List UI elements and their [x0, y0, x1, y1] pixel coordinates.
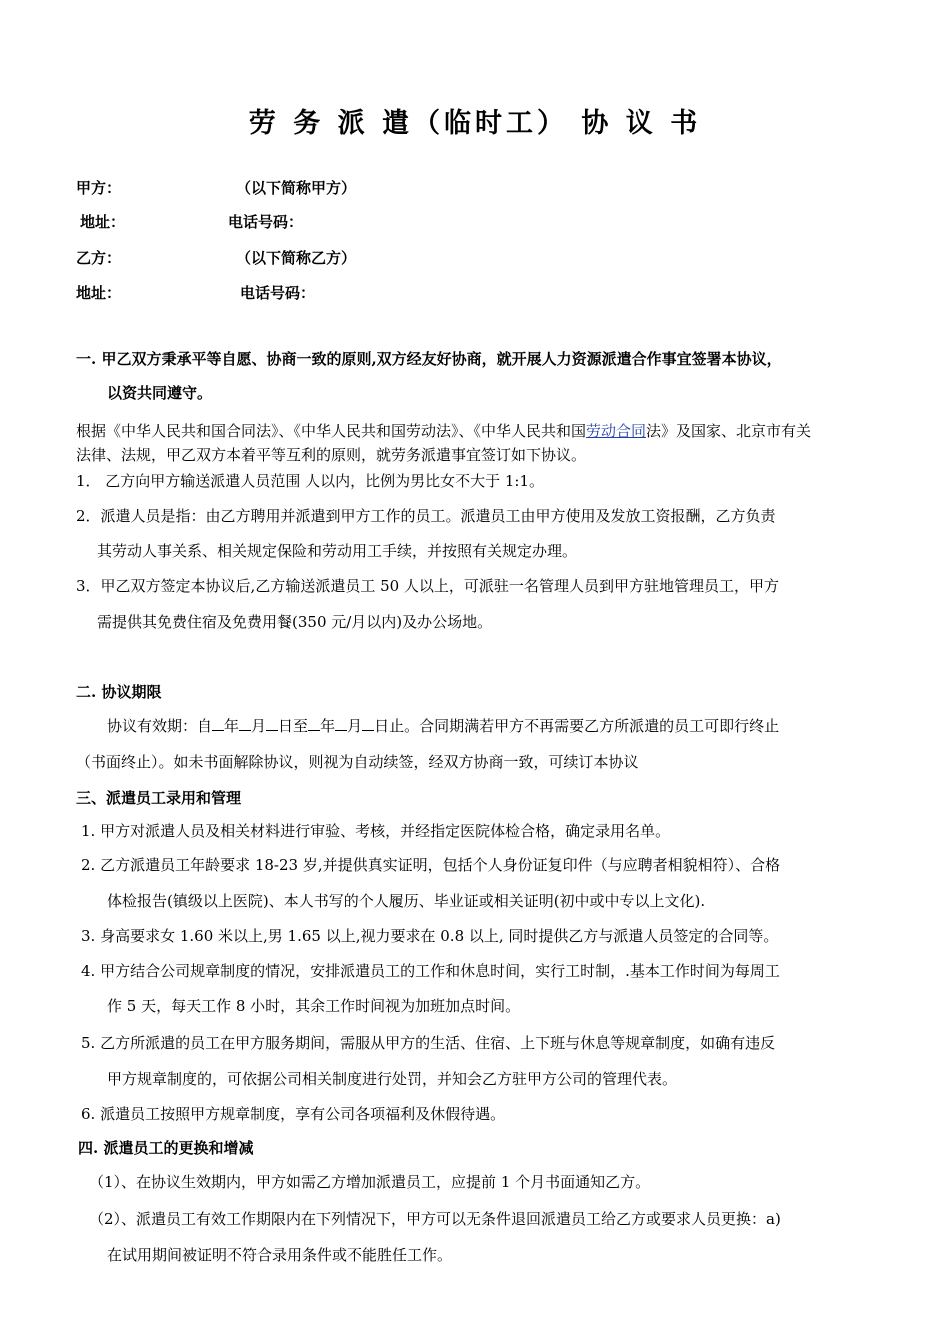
term-year-end-text: 年	[320, 717, 336, 735]
blank-year-start[interactable]	[212, 716, 224, 731]
blank-month-start[interactable]	[239, 716, 251, 731]
section3-heading: 三、派遣员工录用和管理	[76, 789, 242, 807]
phone-b-label: 电话号码：	[240, 284, 316, 302]
section4-heading: 四. 派遣员工的更换和增减	[78, 1139, 254, 1157]
section1-item2-line2: 其劳动人事关系、相关规定保险和劳动用工手续，并按照有关规定办理。	[97, 542, 578, 560]
party-b-note: （以下简称乙方）	[236, 249, 357, 267]
labor-contract-link[interactable]: 劳动合同	[586, 422, 647, 440]
phone-a-label: 电话号码：	[228, 213, 304, 231]
term-month-text: 月	[251, 717, 267, 735]
section4-item2-line2: 在试用期间被证明不符合录用条件或不能胜任工作。	[107, 1246, 453, 1264]
blank-day-end[interactable]	[362, 716, 374, 731]
term-month-end-text: 月	[347, 717, 363, 735]
section1-item2-line1: 2．派遣人员是指：由乙方聘用并派遣到甲方工作的员工。派遣员工由甲方使用及发放工资报酬，乙方负责	[76, 507, 776, 525]
blank-month-end[interactable]	[335, 716, 347, 731]
basis-text-post: 法》及国家、北京市有关	[646, 422, 812, 440]
section1-heading-line2: 以资共同遵守。	[107, 384, 213, 402]
section1-basis-line2: 法律、法规，甲乙双方本着平等互利的原则，就劳务派遣事宜签订如下协议。	[76, 446, 587, 464]
party-a-label: 甲方：	[76, 179, 122, 197]
section3-item4-line2: 作 5 天，每天工作 8 小时，其余工作时间视为加班加点时间。	[107, 997, 521, 1015]
section1-item3-line1: 3．甲乙双方签定本协议后,乙方输送派遣员工 50 人以上，可派驻一名管理人员到甲方驻地管理员工，甲方	[76, 577, 779, 595]
section3-item5-line1: 5. 乙方所派遣的员工在甲方服务期间，需服从甲方的生活、住宿、上下班与休息等规章制度，如确有违反	[81, 1034, 776, 1052]
section2-line2: （书面终止）。如未书面解除协议，则视为自动续签，经双方协商一致，可续订本协议	[76, 753, 639, 771]
section1-heading-line1: 一. 甲乙双方秉承平等自愿、协商一致的原则,双方经友好协商，就开展人力资源派遣合作事宜签署本协议，	[76, 350, 782, 368]
section2-heading: 二. 协议期限	[76, 683, 162, 701]
section3-item3: 3. 身高要求女 1.60 米以上,男 1.65 以上,视力要求在 0.8 以上, 同时提供乙方与派遣人员签定的合同等。	[81, 927, 779, 945]
blank-day-start[interactable]	[266, 716, 278, 731]
section2-line1	[107, 716, 779, 736]
section1-item1: 1． 乙方向甲方输送派遣人员范围 人以内，比例为男比女不大于 1:1。	[76, 472, 544, 490]
basis-text-pre: 根据《中华人民共和国合同法》、《中华人民共和国劳动法》、《中华人民共和国	[76, 422, 587, 440]
party-b-label: 乙方：	[76, 249, 122, 267]
section3-item2-line2: 体检报告(镇级以上医院)、本人书写的个人履历、毕业证或相关证明(初中或中专以上文化).	[107, 892, 706, 910]
section3-item6: 6. 派遣员工按照甲方规章制度，享有公司各项福利及休假待遇。	[81, 1105, 506, 1123]
section3-item2-line1: 2. 乙方派遣员工年龄要求 18-23 岁,并提供真实证明，包括个人身份证复印件（与应聘者相貌相符）、合格	[81, 856, 781, 874]
blank-year-end[interactable]	[308, 716, 320, 731]
section4-item2-line1: （2）、派遣员工有效工作期限内在下列情况下，甲方可以无条件退回派遣员工给乙方或要求人员更换：a)	[89, 1210, 781, 1228]
address-a-label: 地址：	[80, 213, 126, 231]
section1-basis-line1	[76, 421, 811, 441]
term-to-text: 日至	[278, 717, 309, 735]
section1-item3-line2: 需提供其免费住宿及免费用餐(350 元/月以内)及办公场地。	[97, 613, 493, 631]
section3-item4-line1: 4. 甲方结合公司规章制度的情况，安排派遣员工的工作和休息时间，实行工时制，.基本工作时间为每周工	[81, 962, 780, 980]
term-year-text: 年	[224, 717, 240, 735]
term-from-text: 协议有效期：自	[107, 717, 213, 735]
document-title: 劳 务 派 遣（临时工） 协 议 书	[248, 108, 702, 139]
section3-item1: 1. 甲方对派遣人员及相关材料进行审验、考核，并经指定医院体检合格，确定录用名单。	[81, 822, 671, 840]
party-a-note: （以下简称甲方）	[236, 179, 357, 197]
address-b-label: 地址：	[76, 284, 122, 302]
section4-item1: （1）、在协议生效期内，甲方如需乙方增加派遣员工，应提前 1 个月书面通知乙方。	[89, 1173, 651, 1191]
section3-item5-line2: 甲方规章制度的，可依据公司相关制度进行处罚，并知会乙方驻甲方公司的管理代表。	[107, 1070, 678, 1088]
term-end-text: 日止。合同期满若甲方不再需要乙方所派遣的员工可即行终止	[374, 717, 780, 735]
